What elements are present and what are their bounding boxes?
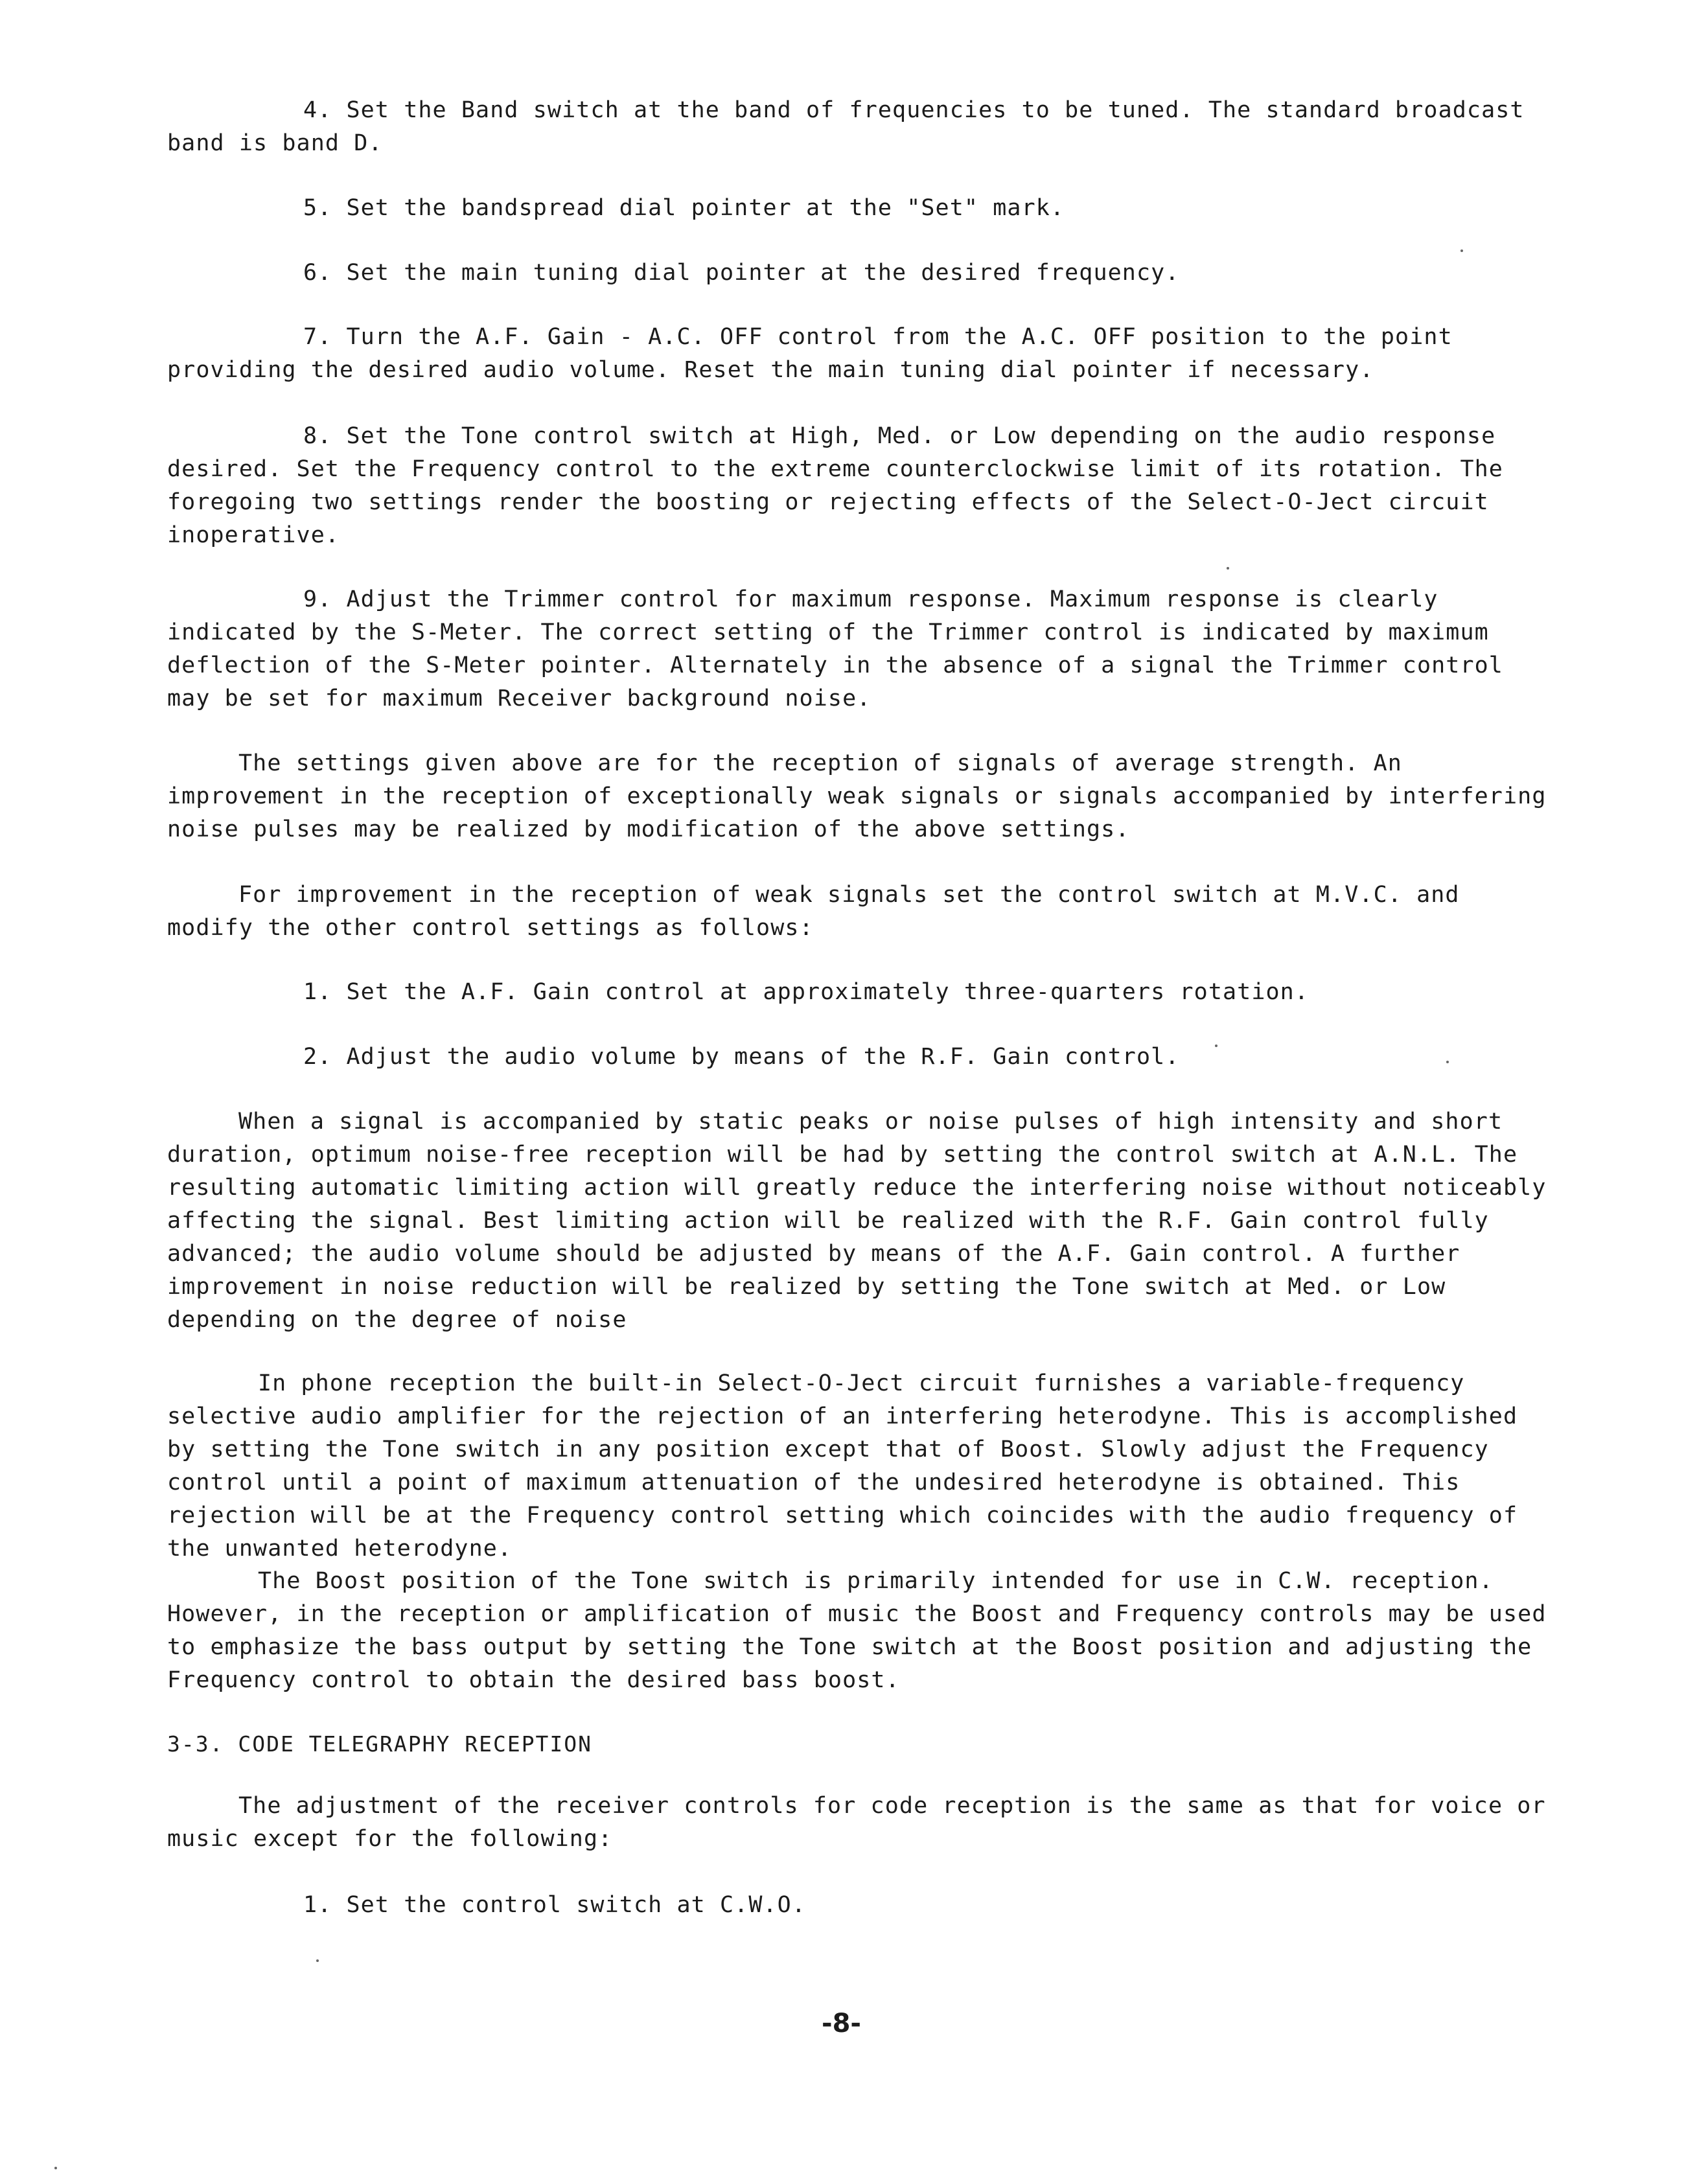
scan-speck (54, 2167, 57, 2169)
boost-position-paragraph: The Boost position of the Tone switch is primarily intended for use in C.W. reception. However, in the reception or amplification of music the Boost and Frequency controls may be used to emphasize the bass output by setting the Tone switch at the Boost position and adjusting the Frequency control to obtain the desired bass boost. (167, 1568, 1547, 1693)
section-heading: 3-3. CODE TELEGRAPHY RECEPTION (167, 1731, 593, 1757)
instruction-step-9: 9. Adjust the Trimmer control for maximum response. Maximum response is clearly indicated by the S-Meter. The correct setting of the Trimmer control is indicated by maximum deflection of the S-Meter pointer. Alternately in the absence of a signal the Trimmer control may be set for maximum Receiver background noise. (167, 586, 1503, 711)
weak-signal-paragraph: For improvement in the reception of weak signals set the control switch at M.V.C. and modify the other control settings as follows: (167, 882, 1460, 941)
instruction-step-8: 8. Set the Tone control switch at High, Med. or Low depending on the audio response desired. Set the Frequency control to the extreme counterclockwise limit of its rotation. The foregoing two settings render the boosting or rejecting effects of the Select-O-Ject circuit inoperative. (167, 423, 1503, 548)
scan-speck (1446, 1061, 1449, 1063)
instruction-step-6: 6. Set the main tuning dial pointer at the desired frequency. (303, 260, 1180, 286)
page-number: -8- (822, 2009, 862, 2038)
weak-signal-step-2: 2. Adjust the audio volume by means of the R.F. Gain control. (303, 1044, 1180, 1070)
phone-reception-paragraph: In phone reception the built-in Select-O-Ject circuit furnishes a variable-frequency selective audio amplifier for the rejection of an interfering heterodyne. This is accomplished by setting the Tone switch in any position except that of Boost. Slowly adjust the Frequency control until a point of maximum attenuation of the undesired heterodyne is obtained. This rejection will be at the Frequency control setting which coincides with the audio frequency of the unwanted heterodyne. (167, 1370, 1518, 1562)
instruction-step-7: 7. Turn the A.F. Gain - A.C. OFF control from the A.C. OFF position to the point providing the desired audio volume. Reset the main tuning dial pointer if necessary. (167, 324, 1453, 383)
scan-speck (1227, 567, 1229, 570)
scan-speck (316, 1959, 319, 1962)
average-strength-paragraph: The settings given above are for the reception of signals of average strength. An improvement in the reception of exceptionally weak signals or signals accompanied by interfering noise pulses may be realized by modification of the above settings. (167, 750, 1547, 842)
instruction-step-4: 4. Set the Band switch at the band of frequencies to be tuned. The standard broadcast band is band D. (167, 97, 1525, 156)
code-reception-paragraph: The adjustment of the receiver controls for code reception is the same as that for voice or music except for the following: (167, 1793, 1546, 1852)
code-step-1: 1. Set the control switch at C.W.O. (303, 1892, 807, 1918)
noise-pulse-paragraph: When a signal is accompanied by static peaks or noise pulses of high intensity and short duration, optimum noise-free reception will be had by setting the control switch at A.N.L. The resulting automatic limiting action will greatly reduce the interfering noise without noticeably affecting the signal. Best limiting action will be realized with the R.F. Gain control fully advanced; the audio volume should be adjusted by means of the A.F. Gain control. A further improvement in noise reduction will be realized by setting the Tone switch at Med. or Low depending on the degree of noise (167, 1109, 1547, 1333)
weak-signal-step-1: 1. Set the A.F. Gain control at approximately three-quarters rotation. (303, 979, 1310, 1005)
scan-speck (1460, 249, 1463, 252)
scan-speck (1215, 1044, 1218, 1047)
instruction-step-5: 5. Set the bandspread dial pointer at the "Set" mark. (303, 195, 1065, 221)
